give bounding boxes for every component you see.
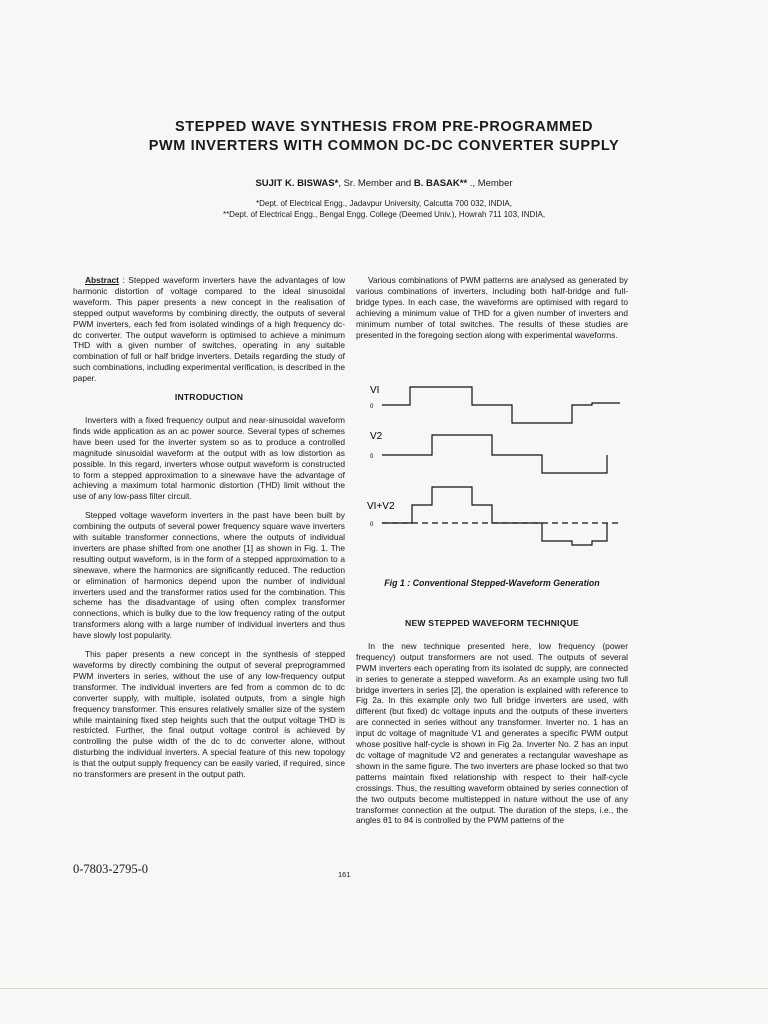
abstract bbox=[73, 275, 345, 384]
v2-zero: 0 bbox=[370, 454, 374, 460]
right-column-bottom bbox=[356, 612, 628, 834]
v1-zero: 0 bbox=[370, 404, 374, 410]
author-1-role: , Sr. Member and bbox=[338, 178, 414, 189]
figure-1 bbox=[362, 375, 632, 575]
intro-paragraph-3: This paper presents a new concept in the synthesis of stepped waveforms by directly combining the output of several preprogrammed PWM inverters in series, without the use of any low-frequency output transformer. The individual inverters are fed from a common dc to dc converter supply, with multiple, isolated outputs, from a single high frequency transformer. This ensures relatively smaller size of the system while maintaining fixed step heights such that the output voltage THD is restricted. Further, the final output voltage control is achieved by controlling the pulse width of the dc to dc converter alone, without disturbing the individual inverters. A special feature of this new topology is that the output supply frequency can be easily varied, if required, since no transformers are present in the output path. bbox=[73, 649, 345, 780]
right-paragraph-1: Various combinations of PWM patterns are analysed as generated by various combinations of inverters, including both half-bridge and full-bridge types. In each case, the waveforms are optimised with regard to achieving a minimum value of THD for a given number of inverters and minimum number of total switches. The results of these studies are presented in the foregoing section along with experimental waveforms. bbox=[356, 275, 628, 340]
isbn: 0-7803-2795-0 bbox=[73, 862, 148, 876]
sum-zero: 0 bbox=[370, 522, 374, 528]
author-line bbox=[60, 178, 708, 189]
waveform-diagram bbox=[362, 375, 632, 575]
title-line-1: STEPPED WAVE SYNTHESIS FROM PRE-PROGRAMMED bbox=[174, 119, 594, 135]
intro-paragraph-2: Stepped voltage waveform inverters in the past have been built by combining the outputs of several power frequency square wave inverters with suitable transformer connections, where the outputs of individual inverters are phase shifted from one another [1] as shown in Fig. 1. The resulting output waveform, is in the form of a stepped approximation to a sinewave, where the harmonics are significantly reduced. The reduction or elimination of harmonics depend upon the number of individual inverters used and the transformer ratios used for the combination. This scheme has the disadvantage of using often complex transformer connections, which is bulky due to the low frequency rating of the output transformers along with a large number of individual inverters and thus have slowly lost popularity. bbox=[73, 510, 345, 641]
new-technique-heading: NEW STEPPED WAVEFORM TECHNIQUE bbox=[405, 618, 579, 628]
v1-waveform bbox=[382, 387, 620, 423]
title-line-2: PWM INVERTERS WITH COMMON DC-DC CONVERTER SUPPLY bbox=[148, 138, 620, 154]
author-2: B. BASAK** bbox=[413, 178, 468, 189]
author-2-role: ., Member bbox=[467, 178, 513, 189]
figure-1-caption: Fig 1 : Conventional Stepped-Waveform Generation bbox=[384, 578, 600, 588]
v1-label: VI bbox=[370, 385, 380, 396]
v2-waveform bbox=[382, 435, 607, 473]
paper-title bbox=[60, 118, 708, 156]
affiliation-2: **Dept. of Electrical Engg., Bengal Engg. College (Deemed Univ.), Howrah 711 103, INDIA, bbox=[222, 210, 546, 219]
affiliation-1: *Dept. of Electrical Engg., Jadavpur University, Calcutta 700 032, INDIA, bbox=[256, 199, 512, 208]
sum-waveform bbox=[382, 487, 607, 545]
introduction-heading: INTRODUCTION bbox=[174, 392, 244, 403]
abstract-text: : Stepped waveform inverters have the advantages of low harmonic distortion of voltage compared to the ideal sinusoidal waveform. This paper presents a new concept in the realisation of stepped output waveforms by combining directly, the outputs of several PWM inverters, each fed from isolated windings of a high frequency dc-dc converter. The output waveform is optimised to achieve a minimum THD with a given number of switches, operating in any suitable combination of full or half bridge inverters. Details regarding the study of such combinations, including experimental verification, is described in the paper. bbox=[73, 275, 345, 384]
v2-label: V2 bbox=[370, 431, 383, 442]
author-1: SUJIT K. BISWAS* bbox=[255, 178, 339, 189]
new-technique-paragraph: In the new technique presented here, low frequency (power frequency) output transformers are not used. The outputs of several PWM inverters each operating from its isolated dc supply, are connected in series to generate a stepped waveform. As an example using two full bridge inverters in series [2], the operation is explained with reference to Fig 2a. In this example only two full bridge inverters are used, with different (but fixed) dc voltage inputs and the outputs of these inverters are connected in series without any transformer. Inverter no. 1 has an input dc voltage of magnitude V1 and generates a specific PWM output whose positive half-cycle is shown in Fig 2a. Inverter No. 2 has an input dc voltage of magnitude V2 and generates a rectangular waveshape as shown in the same figure. The two inverters are phase locked so that two patterns maintain fixed relationship with respect to their half-cycle crossings. Thus, the resulting waveform obtained by series connection of the two outputs become multistepped in nature without the use of any transformer connection at the output. The duration of the steps, i.e., the angles θ1 to θ4 is controlled by the PWM patterns of the bbox=[356, 640, 628, 826]
left-column bbox=[73, 275, 345, 788]
page-number: 161 bbox=[338, 870, 351, 879]
intro-paragraph-1: Inverters with a fixed frequency output and near-sinusoidal waveform finds wide application as an ac power source. Several types of schemes have been used for the inverter system so as to produce a controlled magnitude sinusoidal waveform at the output with as low distortion as possible. In this regard, inverters whose output waveform is constructed to form a stepped approximation to a sinewave have the advantage of achieving a maximum total harmonic distortion (THD) limit without the use of any low-pass filter circuit. bbox=[73, 414, 345, 502]
affiliations bbox=[60, 198, 708, 220]
right-column-top bbox=[356, 275, 628, 348]
sum-label: VI+V2 bbox=[367, 501, 395, 512]
abstract-label: Abstract bbox=[85, 275, 119, 285]
bottom-divider bbox=[0, 988, 768, 989]
